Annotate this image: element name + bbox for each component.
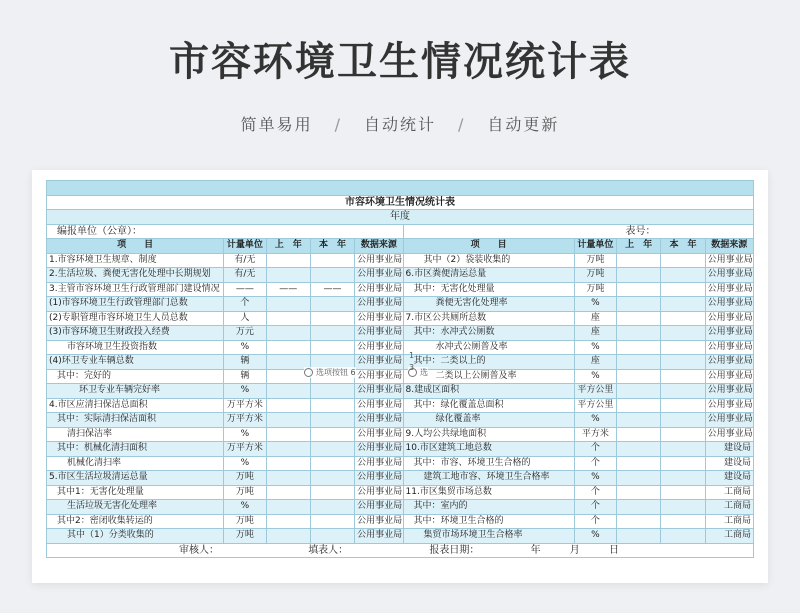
left-cur-year-cell[interactable] [310, 311, 354, 326]
right-prev-year-cell[interactable] [617, 340, 661, 355]
left-source-cell: 公用事业局 [355, 326, 403, 341]
left-item-cell: 清扫保洁率 [47, 427, 224, 442]
left-source-cell: 公用事业局 [355, 471, 403, 486]
right-unit-cell: 个 [574, 500, 616, 515]
left-item-cell: 市容环境卫生投资指数 [47, 340, 224, 355]
right-prev-year-cell[interactable] [617, 471, 661, 486]
left-unit-cell: % [224, 384, 266, 399]
right-prev-year-cell[interactable] [617, 514, 661, 529]
left-unit-cell: 万吨 [224, 529, 266, 544]
right-source-cell: 公用事业局 [705, 413, 753, 428]
left-prev-year-cell[interactable] [266, 456, 310, 471]
left-prev-year-cell[interactable] [266, 485, 310, 500]
right-prev-year-cell[interactable] [617, 427, 661, 442]
radio-icon [304, 368, 313, 377]
left-source-cell: 公用事业局 [355, 297, 403, 312]
right-cur-year-cell[interactable] [661, 442, 705, 457]
left-prev-year-cell[interactable] [266, 471, 310, 486]
form-number-label: 表号： [403, 224, 754, 239]
right-source-cell: 公用事业局 [705, 297, 753, 312]
right-prev-year-cell[interactable] [617, 529, 661, 544]
right-cur-year-cell[interactable] [661, 456, 705, 471]
sheet-title: 市容环境卫生情况统计表 [47, 195, 754, 210]
left-prev-year-cell[interactable] [266, 398, 310, 413]
left-cur-year-cell[interactable] [310, 413, 354, 428]
right-unit-cell: 个 [574, 514, 616, 529]
left-item-cell: (2)专职管理市容环境卫生人员总数 [47, 311, 224, 326]
left-cur-year-cell[interactable] [310, 500, 354, 515]
day-unit: 日 [608, 544, 619, 556]
right-item-cell: 其中：二类以上的 [403, 355, 574, 370]
right-unit-cell: 个 [574, 485, 616, 500]
table-row [47, 369, 754, 384]
right-unit-cell: % [574, 413, 616, 428]
right-prev-year-cell[interactable] [617, 311, 661, 326]
right-unit-cell: 万吨 [574, 282, 616, 297]
table-row [47, 427, 754, 442]
left-prev-year-cell[interactable] [266, 514, 310, 529]
right-cur-year-cell[interactable] [661, 427, 705, 442]
left-cur-year-cell[interactable] [310, 529, 354, 544]
left-unit-cell: 有/无 [224, 268, 266, 283]
right-item-cell: 6.市区粪便清运总量 [403, 268, 574, 283]
tag-separator: / [334, 115, 342, 134]
overlay-number-1: 1 [409, 351, 415, 360]
left-prev-year-cell[interactable] [266, 253, 310, 268]
col-header-prev-year: 上 年 [266, 239, 310, 254]
right-unit-cell: 座 [574, 355, 616, 370]
right-prev-year-cell[interactable] [617, 442, 661, 457]
right-item-cell: 其中：无害化处理量 [403, 282, 574, 297]
table-row [47, 485, 754, 500]
right-item-cell: 7.市区公共厕所总数 [403, 311, 574, 326]
right-prev-year-cell[interactable] [617, 282, 661, 297]
right-prev-year-cell[interactable] [617, 297, 661, 312]
filler-label: 填表人： [308, 544, 349, 556]
report-date-label: 报表日期： [429, 544, 480, 556]
left-unit-cell: 有/无 [224, 253, 266, 268]
right-item-cell: 11.市区集贸市场总数 [403, 485, 574, 500]
table-row [47, 268, 754, 283]
left-item-cell: (4)环卫专业车辆总数 [47, 355, 224, 370]
left-source-cell: 公用事业局 [355, 384, 403, 399]
right-item-cell: 绿化覆盖率 [403, 413, 574, 428]
right-item-cell: 建筑工地市容、环境卫生合格率 [403, 471, 574, 486]
col-header-unit: 计量单位 [224, 239, 266, 254]
right-cur-year-cell[interactable] [661, 369, 705, 384]
left-cur-year-cell[interactable] [310, 326, 354, 341]
left-unit-cell: 万吨 [224, 514, 266, 529]
right-source-cell: 公用事业局 [705, 427, 753, 442]
table-row [47, 282, 754, 297]
right-prev-year-cell[interactable] [617, 268, 661, 283]
left-source-cell: 公用事业局 [355, 413, 403, 428]
col-header-cur-year: 本 年 [310, 239, 354, 254]
right-item-cell: 水冲式公厕普及率 [403, 340, 574, 355]
left-cur-year-cell[interactable] [310, 442, 354, 457]
month-unit: 月 [569, 544, 580, 556]
left-prev-year-cell[interactable] [266, 326, 310, 341]
right-source-cell: 公用事业局 [705, 340, 753, 355]
right-source-cell: 建设局 [705, 442, 753, 457]
right-cur-year-cell[interactable] [661, 297, 705, 312]
table-row [47, 514, 754, 529]
left-source-cell: 公用事业局 [355, 442, 403, 457]
option-label: 选 [420, 368, 428, 377]
right-prev-year-cell[interactable] [617, 253, 661, 268]
left-prev-year-cell[interactable] [266, 384, 310, 399]
left-unit-cell: 万吨 [224, 485, 266, 500]
right-source-cell: 公用事业局 [705, 384, 753, 399]
right-cur-year-cell[interactable] [661, 500, 705, 515]
option-label: 选项按钮 6 [316, 368, 356, 377]
table-row [47, 253, 754, 268]
page-title: 市容环境卫生情况统计表 [169, 39, 631, 85]
left-prev-year-cell[interactable] [266, 427, 310, 442]
right-item-cell: 8.建成区面积 [403, 384, 574, 399]
left-source-cell: 公用事业局 [355, 485, 403, 500]
table-row [47, 326, 754, 341]
table-row [47, 471, 754, 486]
right-item-cell: 其中：市容、环境卫生合格的 [403, 456, 574, 471]
right-item-cell: 9.人均公共绿地面积 [403, 427, 574, 442]
right-prev-year-cell[interactable] [617, 456, 661, 471]
right-cur-year-cell[interactable] [661, 268, 705, 283]
left-prev-year-cell[interactable] [266, 529, 310, 544]
auditor-label: 审核人： [179, 544, 219, 556]
right-unit-cell: 万吨 [574, 253, 616, 268]
right-prev-year-cell[interactable] [617, 398, 661, 413]
right-source-cell: 工商局 [705, 485, 753, 500]
right-cur-year-cell[interactable] [661, 253, 705, 268]
right-item-cell: 其中：环境卫生合格的 [403, 514, 574, 529]
left-unit-cell: 辆 [224, 355, 266, 370]
left-item-cell: 其中（1）分类收集的 [47, 529, 224, 544]
header-band [47, 181, 754, 196]
left-item-cell: 1.市容环境卫生规章、制度 [47, 253, 224, 268]
left-source-cell: 公用事业局 [355, 529, 403, 544]
table-row [47, 355, 754, 370]
right-source-cell: 公用事业局 [705, 253, 753, 268]
left-item-cell: 其中：完好的 [47, 369, 224, 384]
right-item-cell: 其中：室内的 [403, 500, 574, 515]
right-prev-year-cell[interactable] [617, 384, 661, 399]
left-unit-cell: 万元 [224, 326, 266, 341]
left-item-cell: (3)市容环境卫生财政投入经费 [47, 326, 224, 341]
stats-table [46, 180, 754, 558]
right-cur-year-cell[interactable] [661, 398, 705, 413]
right-source-cell: 公用事业局 [705, 355, 753, 370]
right-cur-year-cell[interactable] [661, 529, 705, 544]
right-source-cell: 建设局 [705, 471, 753, 486]
right-item-cell: 集贸市场环境卫生合格率 [403, 529, 574, 544]
right-item-cell: 其中：水冲式公厕数 [403, 326, 574, 341]
left-item-cell: 3.主管市容环境卫生行政管理部门建设情况 [47, 282, 224, 297]
left-cur-year-cell[interactable] [310, 427, 354, 442]
left-source-cell: 公用事业局 [355, 369, 403, 384]
left-source-cell: 公用事业局 [355, 311, 403, 326]
col-header-cur-year: 本 年 [661, 239, 705, 254]
right-cur-year-cell[interactable] [661, 326, 705, 341]
left-source-cell: 公用事业局 [355, 253, 403, 268]
left-item-cell: 4.市区应清扫保洁总面积 [47, 398, 224, 413]
tag-separator: / [458, 115, 466, 134]
left-source-cell: 公用事业局 [355, 514, 403, 529]
left-item-cell: 生活垃圾无害化处理率 [47, 500, 224, 515]
table-row [47, 442, 754, 457]
right-prev-year-cell[interactable] [617, 355, 661, 370]
col-header-item: 项 目 [47, 239, 224, 254]
right-item-cell: 10.市区建筑工地总数 [403, 442, 574, 457]
left-prev-year-cell[interactable] [266, 413, 310, 428]
right-prev-year-cell[interactable] [617, 369, 661, 384]
left-unit-cell: % [224, 340, 266, 355]
spreadsheet-preview [32, 170, 768, 583]
left-source-cell: 公用事业局 [355, 500, 403, 515]
left-cur-year-cell[interactable] [310, 514, 354, 529]
left-prev-year-cell[interactable] [266, 500, 310, 515]
right-cur-year-cell[interactable] [661, 355, 705, 370]
right-item-cell: 二类以上公厕普及率 [403, 369, 574, 384]
right-prev-year-cell[interactable] [617, 413, 661, 428]
table-row [47, 456, 754, 471]
right-unit-cell: % [574, 369, 616, 384]
left-unit-cell: % [224, 500, 266, 515]
left-prev-year-cell[interactable] [266, 311, 310, 326]
table-row [47, 529, 754, 544]
right-prev-year-cell[interactable] [617, 485, 661, 500]
table-row [47, 340, 754, 355]
right-unit-cell: % [574, 471, 616, 486]
right-cur-year-cell[interactable] [661, 413, 705, 428]
left-item-cell: (1)市容环境卫生行政管理部门总数 [47, 297, 224, 312]
left-cur-year-cell[interactable] [310, 485, 354, 500]
footer-row [47, 543, 754, 558]
col-header-unit: 计量单位 [574, 239, 616, 254]
col-header-source: 数据来源 [355, 239, 403, 254]
col-header-prev-year: 上 年 [617, 239, 661, 254]
left-source-cell: 公用事业局 [355, 268, 403, 283]
right-source-cell: 工商局 [705, 514, 753, 529]
left-cur-year-cell[interactable] [310, 398, 354, 413]
right-source-cell: 公用事业局 [705, 268, 753, 283]
right-unit-cell: 平方公里 [574, 398, 616, 413]
left-prev-year-cell[interactable] [266, 268, 310, 283]
table-row [47, 297, 754, 312]
right-cur-year-cell[interactable] [661, 514, 705, 529]
left-unit-cell: % [224, 427, 266, 442]
right-source-cell: 建设局 [705, 456, 753, 471]
year-label: 年度 [47, 210, 754, 225]
left-unit-cell: 万平方米 [224, 413, 266, 428]
left-unit-cell: 辆 [224, 369, 266, 384]
left-unit-cell: —— [224, 282, 266, 297]
right-cur-year-cell[interactable] [661, 384, 705, 399]
left-prev-year-cell[interactable] [266, 297, 310, 312]
year-unit: 年 [530, 544, 541, 556]
right-source-cell: 公用事业局 [705, 282, 753, 297]
left-cur-year-cell[interactable] [310, 268, 354, 283]
right-unit-cell: 万吨 [574, 268, 616, 283]
right-unit-cell: % [574, 340, 616, 355]
table-row [47, 311, 754, 326]
left-unit-cell: 万平方米 [224, 442, 266, 457]
right-source-cell: 工商局 [705, 500, 753, 515]
right-source-cell: 公用事业局 [705, 326, 753, 341]
right-unit-cell: 座 [574, 311, 616, 326]
right-source-cell: 公用事业局 [705, 398, 753, 413]
left-item-cell: 其中：机械化清扫面积 [47, 442, 224, 457]
left-item-cell: 机械化清扫率 [47, 456, 224, 471]
reporting-unit-label: 编报单位（公章）： [47, 224, 404, 239]
right-unit-cell: % [574, 529, 616, 544]
right-cur-year-cell[interactable] [661, 340, 705, 355]
left-unit-cell: 万吨 [224, 471, 266, 486]
right-prev-year-cell[interactable] [617, 500, 661, 515]
overlay-number-3: 3 [409, 363, 415, 372]
feature-tags [0, 112, 800, 135]
right-cur-year-cell[interactable] [661, 485, 705, 500]
left-cur-year-cell[interactable] [310, 340, 354, 355]
left-source-cell: 公用事业局 [355, 398, 403, 413]
tag-auto-update: 自动更新 [487, 115, 560, 134]
left-unit-cell: 个 [224, 297, 266, 312]
left-cur-year-cell[interactable] [310, 253, 354, 268]
right-cur-year-cell[interactable] [661, 282, 705, 297]
tag-easy: 简单易用 [240, 115, 313, 134]
right-cur-year-cell[interactable] [661, 471, 705, 486]
right-unit-cell: 座 [574, 326, 616, 341]
column-header-row [47, 239, 754, 254]
right-unit-cell: 个 [574, 456, 616, 471]
right-cur-year-cell[interactable] [661, 311, 705, 326]
left-unit-cell: % [224, 456, 266, 471]
col-header-source: 数据来源 [705, 239, 753, 254]
right-source-cell: 公用事业局 [705, 369, 753, 384]
table-row [47, 500, 754, 515]
left-source-cell: 公用事业局 [355, 456, 403, 471]
right-unit-cell: 平方米 [574, 427, 616, 442]
left-item-cell: 环卫专业车辆完好率 [47, 384, 224, 399]
left-item-cell: 其中1：无害化处理量 [47, 485, 224, 500]
left-cur-year-cell[interactable]: —— [310, 282, 354, 297]
left-cur-year-cell[interactable] [310, 297, 354, 312]
right-item-cell: 其中：绿化覆盖总面积 [403, 398, 574, 413]
right-item-cell: 粪便无害化处理率 [403, 297, 574, 312]
left-source-cell: 公用事业局 [355, 355, 403, 370]
left-unit-cell: 万平方米 [224, 398, 266, 413]
right-unit-cell: 个 [574, 442, 616, 457]
table-row [47, 413, 754, 428]
left-prev-year-cell[interactable] [266, 442, 310, 457]
left-source-cell: 公用事业局 [355, 282, 403, 297]
right-prev-year-cell[interactable] [617, 326, 661, 341]
col-header-item: 项 目 [403, 239, 574, 254]
right-unit-cell: % [574, 297, 616, 312]
right-source-cell: 公用事业局 [705, 311, 753, 326]
right-item-cell: 其中（2）袋装收集的 [403, 253, 574, 268]
left-cur-year-cell[interactable] [310, 384, 354, 399]
tag-auto-stat: 自动统计 [363, 115, 436, 134]
left-item-cell: 2.生活垃圾、粪便无害化处理中长期规划 [47, 268, 224, 283]
left-item-cell: 其中2：密闭收集转运的 [47, 514, 224, 529]
left-cur-year-cell[interactable] [310, 471, 354, 486]
left-prev-year-cell[interactable] [266, 340, 310, 355]
left-cur-year-cell[interactable] [310, 456, 354, 471]
left-unit-cell: 人 [224, 311, 266, 326]
table-row [47, 384, 754, 399]
left-item-cell: 其中：实际清扫保洁面积 [47, 413, 224, 428]
table-row [47, 398, 754, 413]
right-source-cell: 工商局 [705, 529, 753, 544]
left-item-cell: 5.市区生活垃圾清运总量 [47, 471, 224, 486]
left-prev-year-cell[interactable]: —— [266, 282, 310, 297]
left-source-cell: 公用事业局 [355, 340, 403, 355]
option-button-6[interactable] [304, 367, 356, 378]
left-source-cell: 公用事业局 [355, 427, 403, 442]
right-unit-cell: 平方公里 [574, 384, 616, 399]
